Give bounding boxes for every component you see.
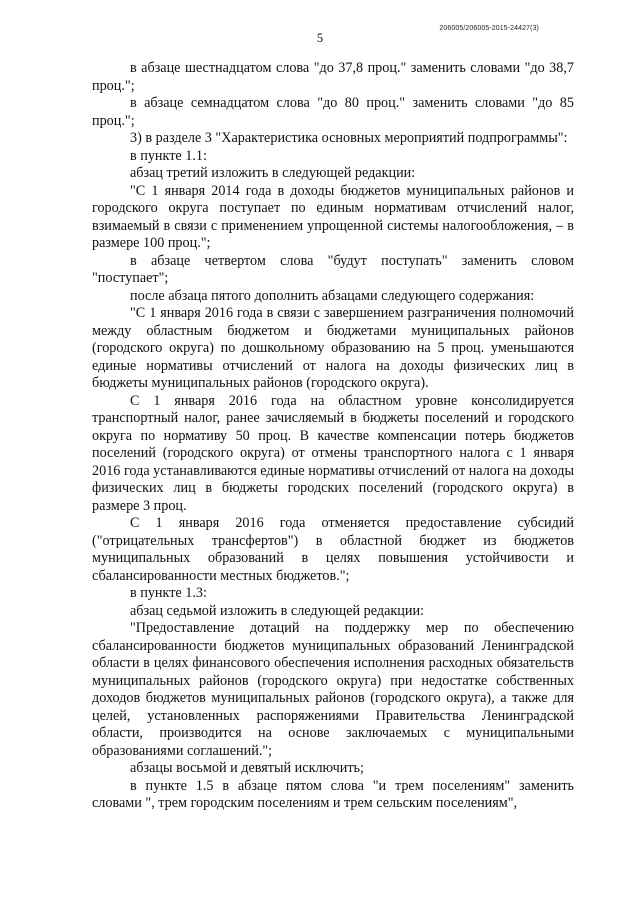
paragraph: абзац третий изложить в следующей редакции: <box>130 165 416 181</box>
paragraph: С 1 января 2016 года на областном уровне консолидируется транспортный налог, ранее зачисляемый в бюджеты поселений и городского округа по нормативу 50 проц. В качестве компенсации потерь бюджетов поселений (городского округа) от отмены транспортного налога с 1 января 2016 года устанавливаются единые нормативы отчислений от налога на доходы физических лиц в бюджеты городских поселений (городского округа) в размере 3 проц. <box>92 392 574 514</box>
paragraph: абзацы восьмой и девятый исключить; <box>130 760 364 776</box>
document-body <box>92 60 574 813</box>
paragraph: 3) в разделе 3 "Характеристика основных мероприятий подпрограммы": <box>130 130 568 146</box>
paragraph: "Предоставление дотаций на поддержку мер по обеспечению сбалансированности бюджетов муниципальных образований Ленинградской области в целях финансового обеспечения исполнения расходных обязательств муниципальных районов (городского округа) при недостатке собственных доходов бюджетов муниципальных районов (городского округа), а также для целей, установленных распоряжениями Правительства Ленинградской области, производится на основе заключаемых с муниципальными образованиями соглашений."; <box>92 620 574 759</box>
paragraph: в пункте 1.1: <box>130 147 207 164</box>
paragraph: "С 1 января 2014 года в доходы бюджетов муниципальных районов и городского округа поступает по единым нормативам отчислений налог, взимаемый в связи с применением упрощенной системы налогообложения, – в размере 100 проц."; <box>92 182 574 251</box>
paragraph: в абзаце семнадцатом слова "до 80 проц." заменить словами "до 85 проц."; <box>92 95 574 129</box>
paragraph: абзац седьмой изложить в следующей редакции: <box>130 602 425 619</box>
paragraph: после абзаца пятого дополнить абзацами следующего содержания: <box>130 287 535 304</box>
paragraph: в абзаце четвертом слова "будут поступать" заменить словом "поступает"; <box>92 252 574 286</box>
paragraph: в пункте 1.3: <box>130 585 207 601</box>
document-id: 206005/206005-2015-24427(3) <box>439 25 539 32</box>
paragraph: в пункте 1.5 в абзаце пятом слова "и трем поселениям" заменить словами ", трем городским поселениям и трем сельским поселениям", <box>92 777 574 811</box>
page-number: 5 <box>316 31 324 45</box>
paragraph: в абзаце шестнадцатом слова "до 37,8 проц." заменить словами "до 38,7 проц."; <box>92 60 574 94</box>
paragraph: С 1 января 2016 года отменяется предоставление субсидий ("отрицательных трансфертов") в областной бюджет из бюджетов муниципальных образований в целях повышения устойчивости и сбалансированности местных бюджетов."; <box>92 515 574 584</box>
paragraph: "С 1 января 2016 года в связи с завершением разграничения полномочий между областным бюджетом и бюджетами муниципальных районов (городского округа) по дошкольному образованию на 5 проц. уменьшаются единые нормативы отчислений от налога на доходы физических лиц в бюджеты муниципальных районов (городского округа). <box>92 305 574 391</box>
